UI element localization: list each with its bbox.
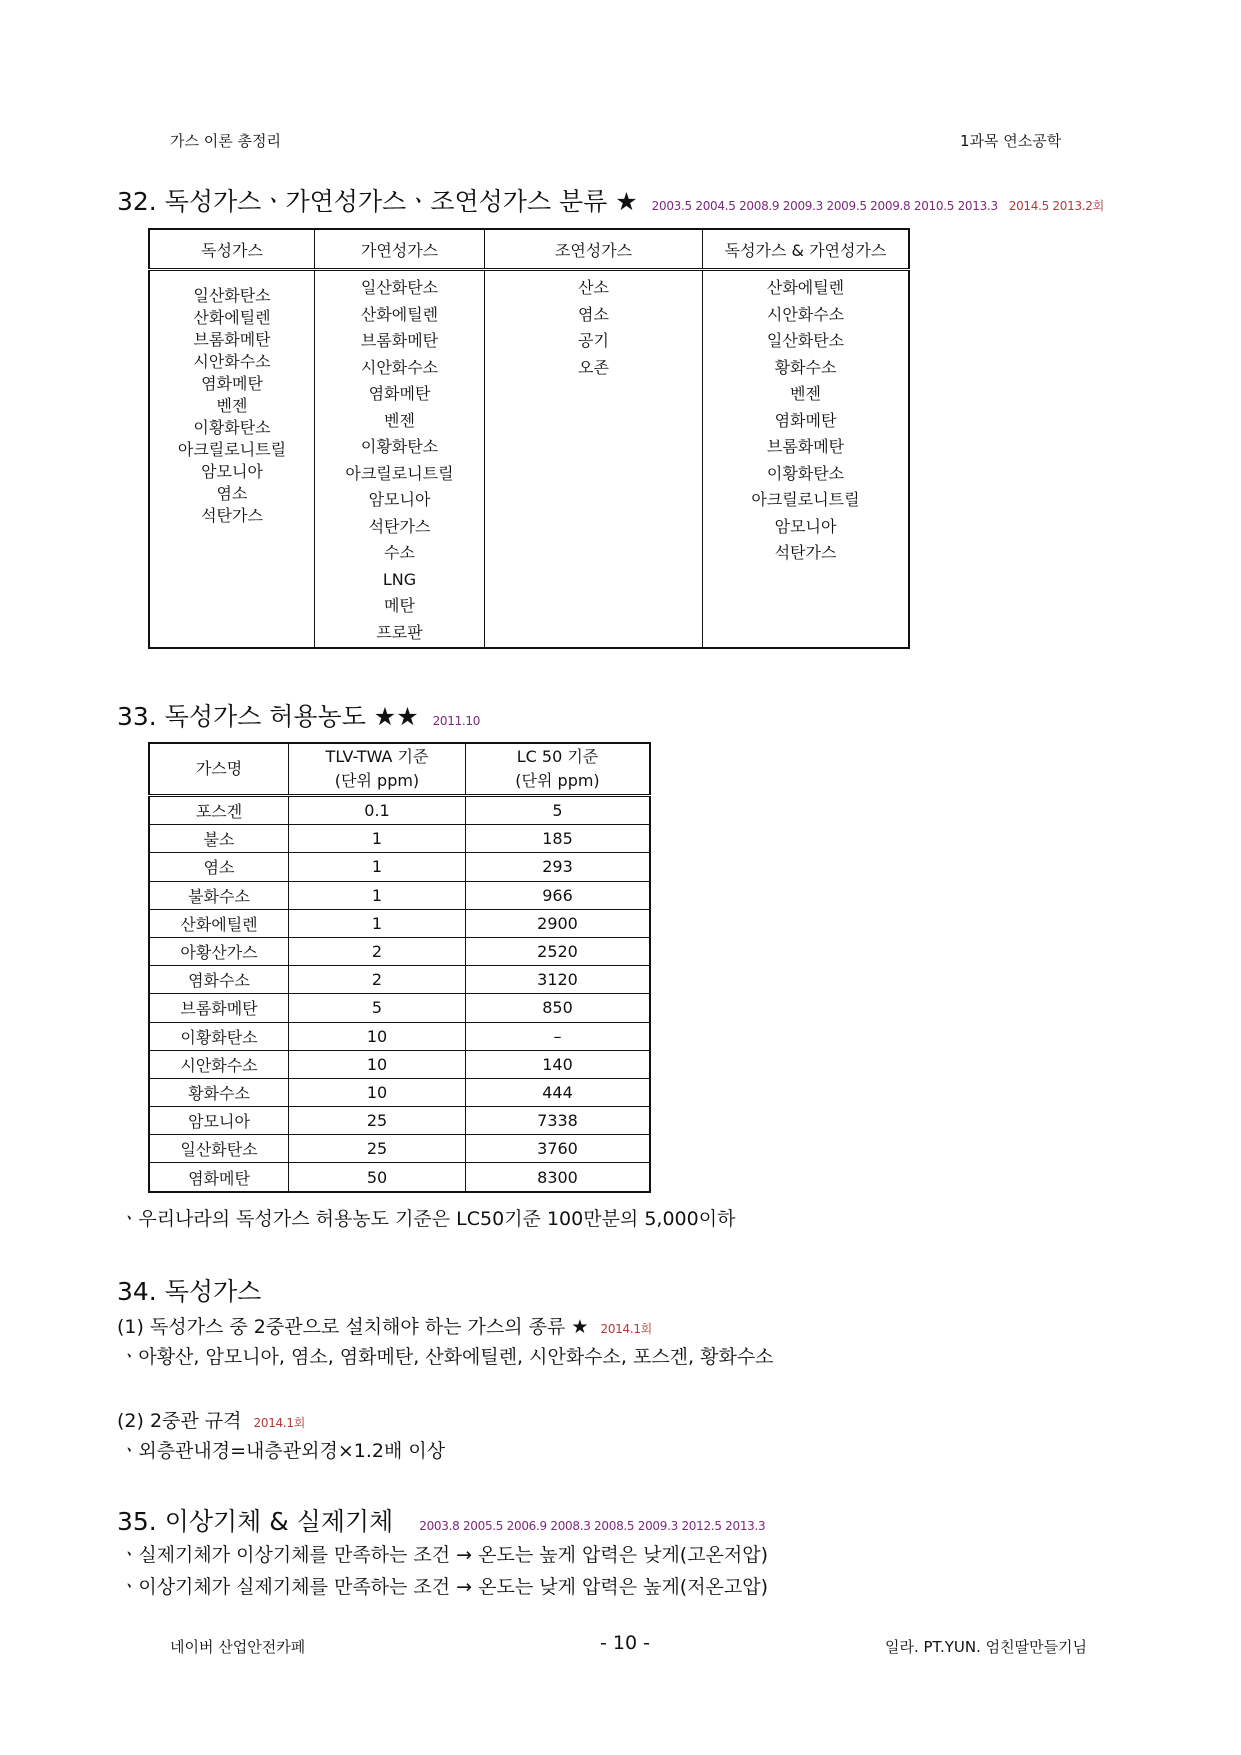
section-32-dates: 2003.5 2004.5 2008.9 2009.3 2009.5 2009.8 2010.5 2013.3	[651, 199, 998, 213]
gas-item: 석탄가스	[201, 506, 263, 525]
cell-tlv: 0.1	[289, 796, 466, 825]
table-row	[149, 909, 650, 937]
gas-item: 산화에틸렌	[193, 308, 271, 327]
gas-item: 메탄	[384, 596, 415, 615]
cell-tlv: 5	[289, 994, 466, 1022]
section-33-note: ㆍ우리나라의 독성가스 허용농도 기준은 LC50기준 100만분의 5,000이하	[120, 1208, 736, 1230]
gas-item: 석탄가스	[774, 543, 837, 562]
section-33-heading: 33. 독성가스 허용농도 ★★	[117, 702, 419, 731]
table-row	[149, 1078, 650, 1106]
cell-gas-name: 염화메탄	[149, 1163, 289, 1192]
doc-header-right: 1과목 연소공학	[960, 132, 1062, 150]
cell-gas-name: 불소	[149, 825, 289, 853]
th-tlv-line1: TLV-TWA 기준	[325, 747, 429, 766]
table-row	[149, 1022, 650, 1050]
col-header-toxic-flammable: 독성가스 & 가연성가스	[703, 229, 910, 270]
gas-item: 석탄가스	[368, 516, 431, 536]
cell-tlv: 10	[289, 1078, 466, 1106]
gas-item: 아크릴로니트릴	[177, 440, 287, 459]
doc-header-left: 가스 이론 총정리	[170, 132, 281, 150]
section-32-title	[117, 182, 1104, 218]
cell-lc50: 140	[466, 1050, 651, 1078]
cell-tlv: 25	[289, 1107, 466, 1135]
section-34-q2	[117, 1406, 305, 1433]
cell-lc50: 444	[466, 1078, 651, 1106]
gas-item: 암모니아	[774, 516, 837, 536]
gas-item: 이황화탄소	[766, 463, 845, 483]
col-oxidizer-list	[485, 270, 703, 649]
gas-item: 암모니아	[201, 462, 263, 481]
col-header-toxic: 독성가스	[149, 229, 315, 270]
gas-item: 염소	[216, 484, 248, 503]
section-34-q1	[117, 1312, 652, 1339]
gas-item: 벤젠	[790, 384, 821, 403]
cell-tlv: 50	[289, 1163, 466, 1192]
col-header-flammable: 가연성가스	[315, 229, 485, 270]
cell-tlv: 1	[289, 853, 466, 881]
cell-lc50: 850	[466, 994, 651, 1022]
table-row	[149, 994, 650, 1022]
section-34-q2-text: (2) 2중관 규격	[117, 1410, 242, 1432]
cell-lc50: 185	[466, 825, 651, 853]
gas-item: 벤젠	[216, 396, 248, 415]
table-row	[149, 825, 650, 853]
col-toxic-list	[149, 270, 315, 649]
cell-tlv: 1	[289, 881, 466, 909]
cell-lc50: 5	[466, 796, 651, 825]
cell-gas-name: 아황산가스	[149, 937, 289, 965]
cell-tlv: 2	[289, 966, 466, 994]
cell-tlv: 25	[289, 1135, 466, 1163]
gas-item: 염화메탄	[368, 384, 431, 403]
col-flammable-list	[315, 270, 485, 649]
gas-classification-table	[148, 228, 910, 649]
section-32-heading: 32. 독성가스ㆍ가연성가스ㆍ조연성가스 분류 ★	[117, 187, 638, 216]
section-35-dates: 2003.8 2005.5 2006.9 2008.3 2008.5 2009.3 2012.5 2013.3	[419, 1519, 766, 1533]
gas-item: 이황화탄소	[360, 437, 439, 456]
section-35-line1: ㆍ실제기체가 이상기체를 만족하는 조건 → 온도는 높게 압력은 낮게(고온저압)	[120, 1544, 769, 1566]
section-35-line2: ㆍ이상기체가 실제기체를 만족하는 조건 → 온도는 낮게 압력은 높게(저온고압)	[120, 1576, 769, 1598]
cell-gas-name: 산화에틸렌	[149, 909, 289, 937]
gas-item: 시안화수소	[360, 357, 439, 377]
cell-tlv: 1	[289, 825, 466, 853]
cell-lc50: 2900	[466, 909, 651, 937]
th-lc50	[466, 743, 651, 796]
gas-item: 프로판	[376, 622, 423, 642]
section-34-a2: ㆍ외층관내경=내층관외경×1.2배 이상	[120, 1440, 446, 1462]
table-row	[149, 937, 650, 965]
table-row	[149, 1163, 650, 1192]
cell-tlv: 2	[289, 937, 466, 965]
table-row	[149, 881, 650, 909]
gas-item: 염소	[578, 304, 609, 324]
gas-item: 공기	[578, 331, 609, 350]
gas-item: 시안화수소	[766, 304, 845, 324]
cell-lc50: 8300	[466, 1163, 651, 1192]
section-34-title: 34. 독성가스	[117, 1277, 262, 1306]
cell-gas-name: 염소	[149, 853, 289, 881]
cell-gas-name: 이황화탄소	[149, 1022, 289, 1050]
table-row	[149, 1135, 650, 1163]
cell-lc50: 3120	[466, 966, 651, 994]
cell-gas-name: 황화수소	[149, 1078, 289, 1106]
cell-tlv: 1	[289, 909, 466, 937]
gas-item: 일산화탄소	[360, 278, 439, 297]
gas-item: 오존	[578, 357, 609, 377]
gas-item: 브롬화메탄	[360, 331, 439, 350]
table-row	[149, 853, 650, 881]
section-34-a1: ㆍ아황산, 암모니아, 염소, 염화메탄, 산화에틸렌, 시안화수소, 포스겐, 황화수소	[120, 1346, 774, 1368]
cell-tlv: 10	[289, 1050, 466, 1078]
cell-gas-name: 불화수소	[149, 881, 289, 909]
gas-item: 시안화수소	[193, 352, 271, 371]
cell-lc50: 7338	[466, 1107, 651, 1135]
footer-left: 네이버 산업안전카페	[170, 1638, 306, 1656]
section-34-q1-text: (1) 독성가스 중 2중관으로 설치해야 하는 가스의 종류 ★	[117, 1316, 589, 1338]
cell-lc50: –	[466, 1022, 651, 1050]
col-toxic-flammable-list	[703, 270, 910, 649]
table-row	[149, 796, 650, 825]
th-lc50-line2: (단위 ppm)	[515, 771, 600, 790]
cell-gas-name: 브롬화메탄	[149, 994, 289, 1022]
cell-lc50: 966	[466, 881, 651, 909]
section-32-dates-red: 2014.5 2013.2회	[1008, 199, 1104, 213]
gas-item: 브롬화메탄	[193, 330, 271, 349]
gas-item: 암모니아	[368, 490, 431, 509]
th-tlv-line2: (단위 ppm)	[334, 771, 420, 790]
gas-item: 산소	[578, 278, 609, 297]
gas-item: 아크릴로니트릴	[751, 490, 860, 509]
section-35-heading: 35. 이상기체 & 실제기체	[117, 1507, 394, 1536]
page-number: - 10 -	[600, 1632, 650, 1654]
th-tlv	[289, 743, 466, 796]
gas-item: 염화메탄	[774, 410, 837, 430]
section-33-title	[117, 697, 480, 733]
table-row	[149, 1107, 650, 1135]
gas-item: 일산화탄소	[193, 286, 271, 305]
footer-right: 일라. PT.YUN. 엄친딸만들기님	[885, 1638, 1088, 1656]
gas-item: 이황화탄소	[193, 418, 271, 437]
gas-item: 일산화탄소	[766, 331, 845, 350]
gas-item: 염화메탄	[201, 374, 263, 393]
gas-item: LNG	[382, 569, 417, 589]
cell-tlv: 10	[289, 1022, 466, 1050]
cell-gas-name: 염화수소	[149, 966, 289, 994]
toxic-limit-table	[148, 742, 651, 1193]
gas-item: 아크릴로니트릴	[345, 463, 454, 483]
gas-item: 산화에틸렌	[766, 278, 845, 297]
section-33-date: 2011.10	[432, 714, 481, 728]
gas-item: 황화수소	[774, 357, 837, 377]
cell-lc50: 2520	[466, 937, 651, 965]
section-34-q2-date: 2014.1회	[253, 1416, 306, 1430]
cell-gas-name: 일산화탄소	[149, 1135, 289, 1163]
gas-item: 브롬화메탄	[766, 437, 845, 456]
cell-lc50: 3760	[466, 1135, 651, 1163]
section-35-title	[117, 1502, 765, 1538]
cell-gas-name: 암모니아	[149, 1107, 289, 1135]
col-header-oxidizer: 조연성가스	[485, 229, 703, 270]
th-gas-name: 가스명	[149, 743, 289, 796]
gas-item: 수소	[384, 543, 415, 562]
gas-item: 산화에틸렌	[360, 304, 439, 324]
table-row	[149, 966, 650, 994]
table-row	[149, 1050, 650, 1078]
toxic-limit-rows	[149, 796, 650, 1192]
gas-item: 벤젠	[384, 410, 415, 430]
cell-lc50: 293	[466, 853, 651, 881]
th-lc50-line1: LC 50 기준	[516, 747, 599, 766]
cell-gas-name: 포스겐	[149, 796, 289, 825]
cell-gas-name: 시안화수소	[149, 1050, 289, 1078]
section-34-q1-date: 2014.1회	[600, 1322, 652, 1336]
